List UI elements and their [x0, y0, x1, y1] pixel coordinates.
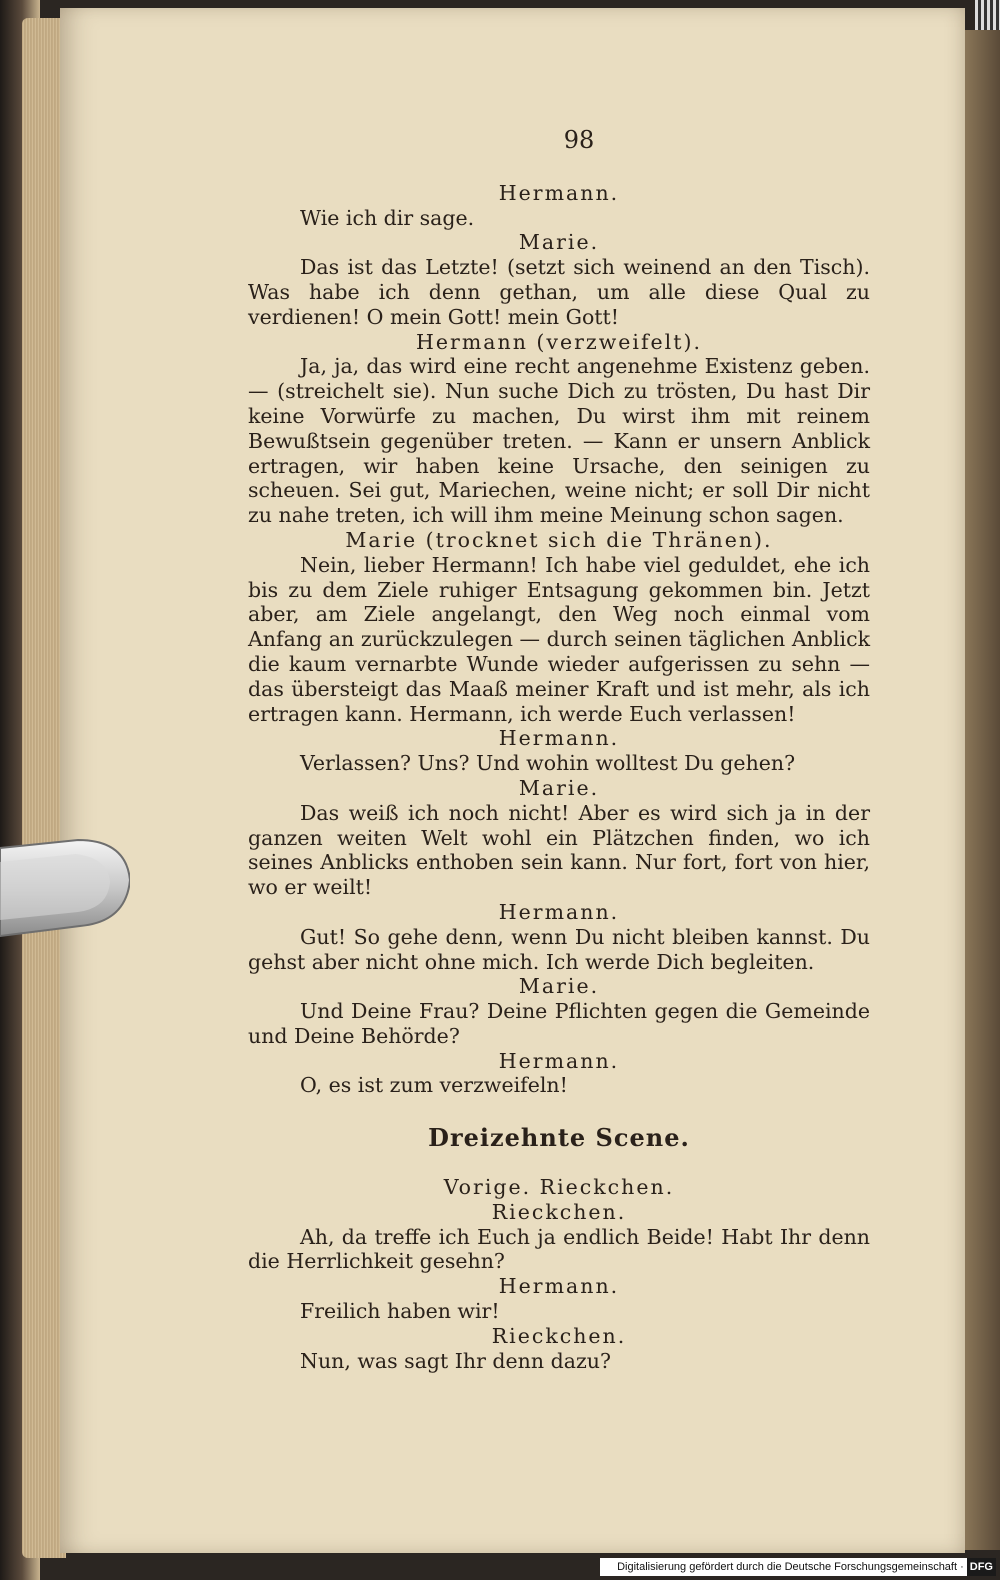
- speaker-name: Hermann.: [498, 899, 620, 924]
- dialogue-paragraph: Verlassen? Uns? Und wohin wolltest Du gehen?: [300, 751, 796, 776]
- dialogue-paragraph: Nein, lieber Hermann! Ich habe viel geduldet, ehe ich bis zu dem Ziele ruhiger Entsagung gekommen bin. Jetzt aber, am Ziele angelangt, den Weg noch einmal vom Anfang an zurückzulegen — durch seinen täglichen Anblick die kaum vernarbte Wunde wieder aufgerissen zu sehn — das übersteigt das Maaß meiner Kraft und ist mehr, als ich ertragen kann. Hermann, ich werde Euch verlassen!: [248, 552, 870, 726]
- stage-direction: Vorige. Rieckchen.: [443, 1175, 675, 1200]
- speaker-name: Marie.: [518, 974, 600, 999]
- dfg-logo: DFG: [967, 1558, 996, 1576]
- page-clip-icon: [0, 818, 130, 948]
- dialogue-paragraph: Nun, was sagt Ihr denn dazu?: [300, 1348, 611, 1373]
- dialogue-paragraph: Wie ich dir sage.: [300, 205, 475, 230]
- scan-ruler: [975, 0, 1000, 30]
- scene-heading: Dreizehnte Scene.: [428, 1123, 690, 1153]
- speaker-name: Marie.: [518, 230, 600, 255]
- dialogue-paragraph: Ja, ja, das wird eine recht angenehme Existenz geben. — (streichelt sie). Nun suche Dich zu trösten, Du hast Dir keine Vorwürfe zu machen, Du wirst ihm mit reinem Bewußtsein gegenüber treten. — Kann er unsern Anblick ertragen, wir haben keine Ursache, den seinigen zu scheuen. Sei gut, Mariechen, weine nicht; er soll Dir nicht zu nahe treten, ich will ihm meine Meinung schon sagen.: [248, 354, 870, 528]
- speaker-name: Rieckchen.: [491, 1323, 627, 1348]
- speaker-name: Hermann.: [498, 1274, 620, 1299]
- speaker-name: Hermann.: [498, 1048, 620, 1073]
- page-number: 98: [563, 126, 595, 154]
- digitization-footer: [600, 1558, 996, 1576]
- speaker-name: Hermann.: [498, 180, 620, 205]
- speaker-name: Rieckchen.: [491, 1199, 627, 1224]
- dialogue-paragraph: Freilich haben wir!: [300, 1299, 500, 1324]
- speaker-name: Marie.: [518, 775, 600, 800]
- page-text: [248, 128, 870, 1373]
- footer-text: Digitalisierung gefördert durch die Deutsche Forschungsgemeinschaft ·: [617, 1561, 964, 1573]
- facing-page-edge: [965, 30, 1000, 1550]
- speaker-name: Hermann.: [498, 726, 620, 751]
- dialogue-paragraph: O, es ist zum verzweifeln!: [300, 1073, 568, 1098]
- speaker-name: Marie (trocknet sich die Thränen).: [345, 527, 773, 552]
- speaker-name: Hermann (verzweifelt).: [416, 329, 702, 354]
- dialogue-paragraph: Gut! So gehe denn, wenn Du nicht bleiben kannst. Du gehst aber nicht ohne mich. Ich werde Dich begleiten.: [248, 924, 870, 974]
- dialogue-paragraph: Das weiß ich noch nicht! Aber es wird sich ja in der ganzen weiten Welt wohl ein Plätzchen finden, wo ich seines Anblicks enthoben sein kann. Nur fort, fort von hier, wo er weilt!: [248, 800, 870, 900]
- dialogue-paragraph: Ah, da treffe ich Euch ja endlich Beide! Habt Ihr denn die Herrlichkeit gesehn?: [248, 1224, 870, 1274]
- dialogue-paragraph: Und Deine Frau? Deine Pflichten gegen die Gemeinde und Deine Behörde?: [248, 999, 870, 1048]
- dialogue-paragraph: Das ist das Letzte! (setzt sich weinend an den Tisch). Was habe ich denn gethan, um alle diese Qual zu verdienen! O mein Gott! mein Gott!: [248, 255, 870, 329]
